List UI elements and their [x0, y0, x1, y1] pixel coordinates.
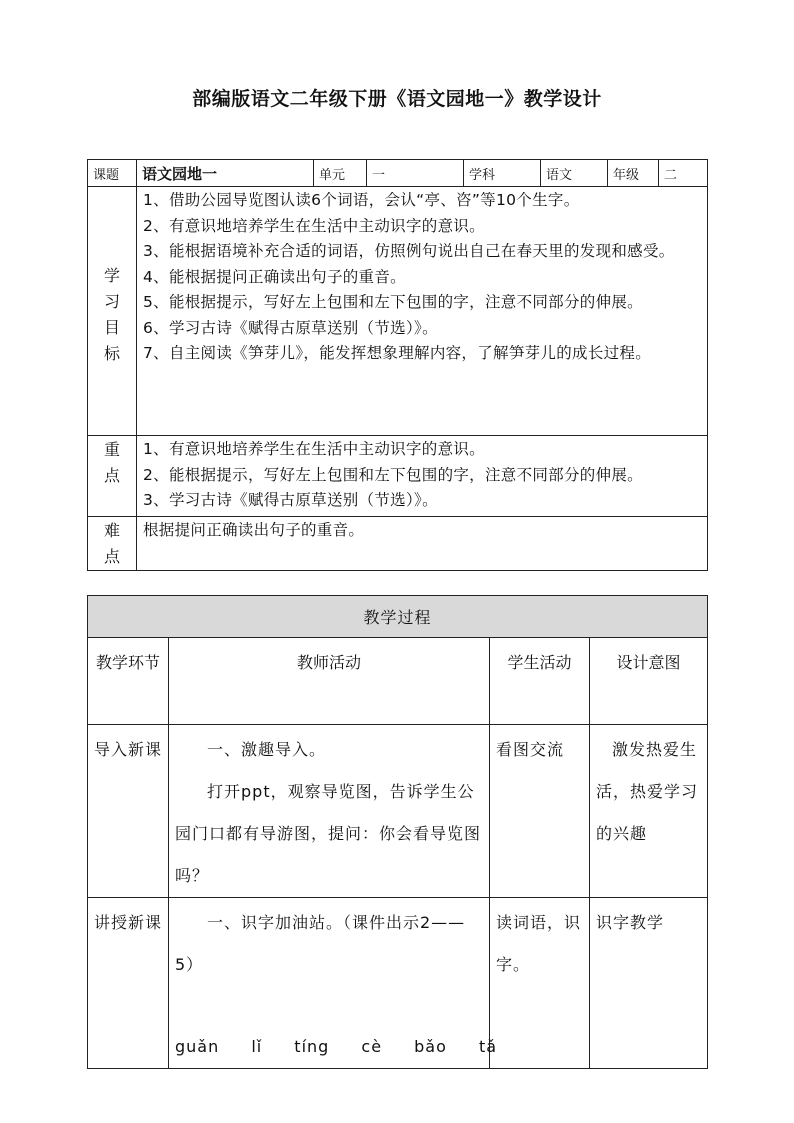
- student-cell: 看图交流: [490, 725, 590, 898]
- process-row: [88, 725, 708, 898]
- process-row: [88, 898, 708, 1069]
- intent-cell: 激发热爱生活，热爱学习的兴趣: [590, 725, 708, 898]
- key-point-item: 2、能根据提示，写好左上包围和左下包围的字，注意不同部分的伸展。: [143, 465, 643, 484]
- process-table: [87, 595, 708, 1069]
- stage-cell: 导入新课: [88, 725, 169, 898]
- grade-value: 二: [659, 160, 708, 187]
- topic-value: 语文园地一: [137, 160, 314, 187]
- key-points-content: [137, 436, 708, 517]
- goal-item: 4、能根据提问正确读出句子的重音。: [143, 267, 406, 286]
- info-table: [87, 159, 708, 571]
- unit-value: 一: [367, 160, 464, 187]
- unit-label: 单元: [314, 160, 367, 187]
- goal-item: 6、学习古诗《赋得古原草送别（节选）》。: [143, 318, 438, 337]
- difficulties-row: [88, 516, 708, 570]
- goal-item: 7、自主阅读《笋芽儿》，能发挥想象理解内容，了解笋芽儿的成长过程。: [143, 344, 652, 362]
- topic-label: 课题: [88, 160, 137, 187]
- process-header-row: [88, 638, 708, 725]
- subject-label: 学科: [464, 160, 541, 187]
- difficulties-content: 根据提问正确读出句子的重音。: [137, 516, 708, 570]
- column-stage: 教学环节: [88, 638, 169, 725]
- intent-cell: 识字教学: [590, 898, 708, 1069]
- stage-cell: 讲授新课: [88, 898, 169, 1069]
- difficulties-label: 难 点: [88, 516, 137, 570]
- grade-label: 年级: [608, 160, 659, 187]
- info-row: [88, 160, 708, 187]
- goal-item: 1、借助公园导览图认读6个词语，会认“亭、咨”等10个生字。: [143, 191, 580, 209]
- teacher-cell: 一、识字加油站。（课件出示2——5） guǎn lǐ tíng cè bǎo tǎ: [169, 898, 490, 1069]
- subject-value: 语文: [541, 160, 608, 187]
- key-point-item: 1、有意识地培养学生在生活中主动识字的意识。: [143, 440, 485, 458]
- goal-item: 5、能根据提示，写好左上包围和左下包围的字，注意不同部分的伸展。: [143, 293, 643, 311]
- key-points-label: 重 点: [88, 436, 137, 517]
- column-student: 学生活动: [490, 638, 590, 725]
- goals-label: 学 习 目 标: [88, 187, 137, 436]
- column-intent: 设计意图: [590, 638, 708, 725]
- goals-content: [137, 187, 708, 436]
- goal-item: 3、能根据语境补充合适的词语，仿照例句说出自己在春天里的发现和感受。: [143, 242, 675, 260]
- goals-row: [88, 187, 708, 436]
- document-title: 部编版语文二年级下册《语文园地一》教学设计: [192, 88, 602, 110]
- key-points-row: [88, 436, 708, 517]
- goal-item: 2、有意识地培养学生在生活中主动识字的意识。: [143, 216, 485, 235]
- process-heading: 教学过程: [88, 596, 708, 638]
- pinyin-line: guǎn lǐ tíng cè bǎo tǎ: [175, 1037, 498, 1056]
- student-cell: 读词语，识字。: [490, 898, 590, 1069]
- column-teacher: 教师活动: [169, 638, 490, 725]
- key-point-item: 3、学习古诗《赋得古原草送别（节选）》。: [143, 491, 438, 509]
- teacher-cell: 一、激趣导入。 打开ppt，观察导览图，告诉学生公园门口都有导游图，提问：你会看导览图吗？: [169, 725, 490, 898]
